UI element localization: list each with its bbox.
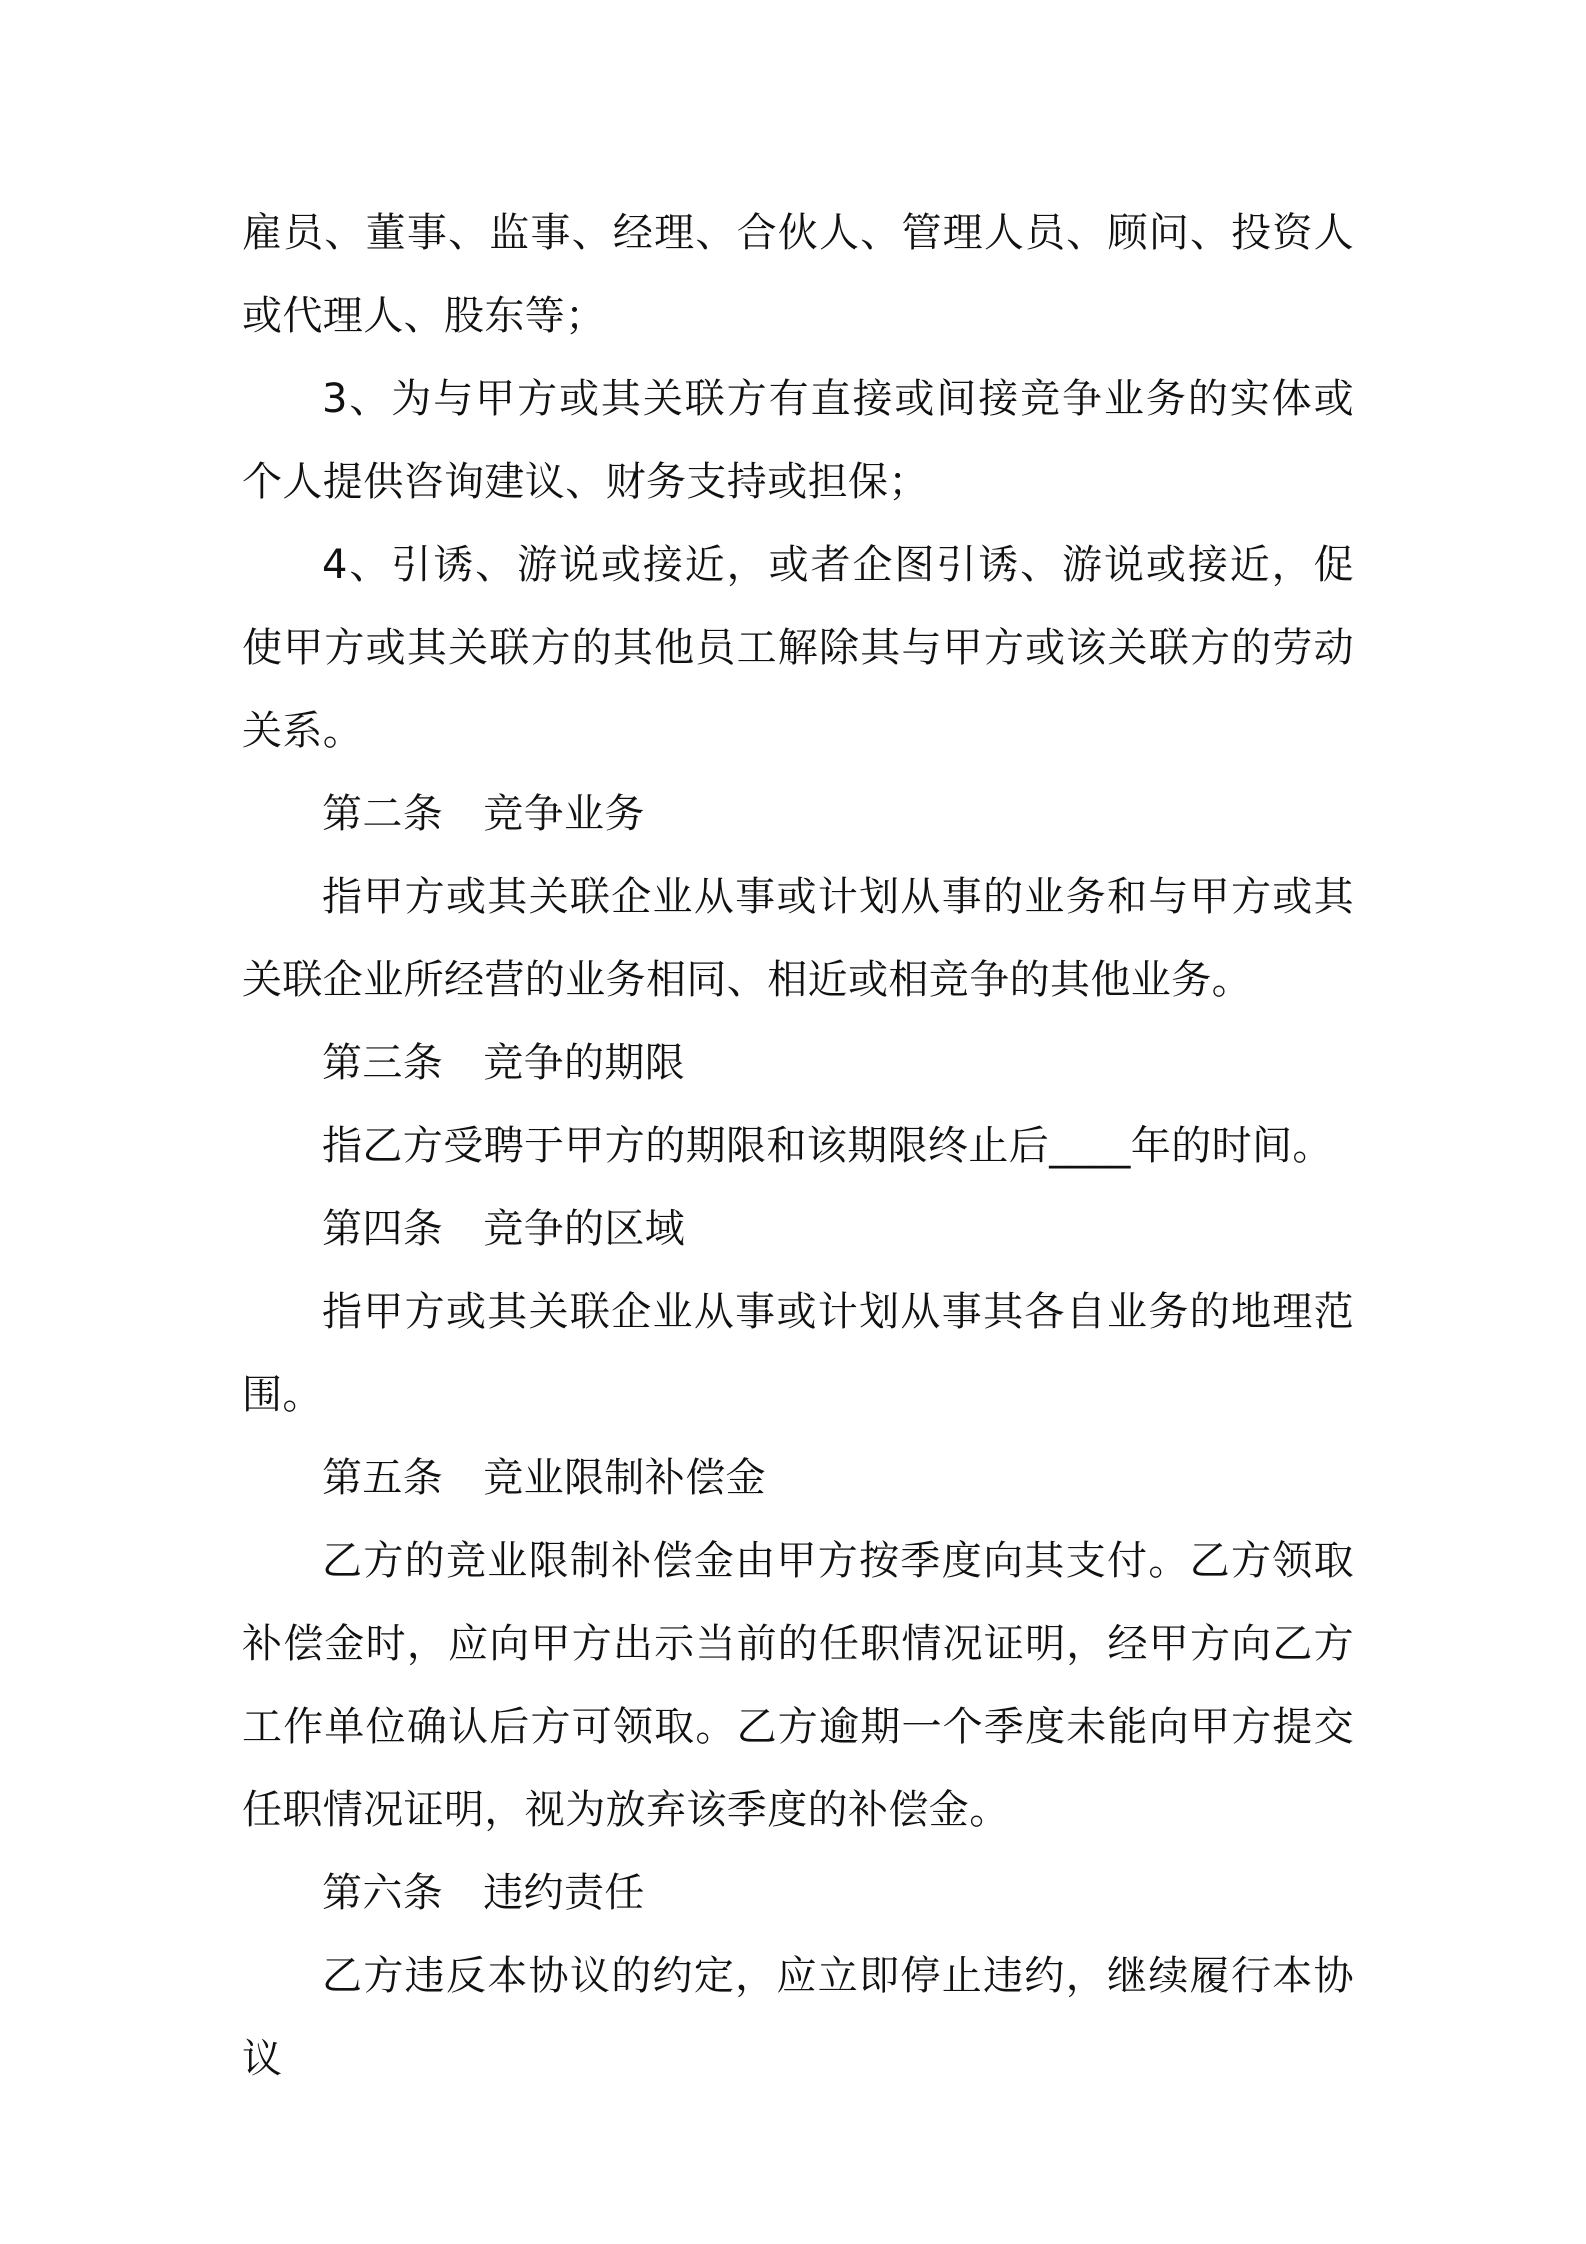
article-number: 第五条 — [322, 1455, 444, 1501]
article-number: 第三条 — [322, 1040, 444, 1086]
document-body — [242, 192, 1354, 2101]
article-number: 第二条 — [322, 791, 444, 837]
paragraph-article-6-body: 乙方违反本协议的约定，应立即停止违约，继续履行本协议 — [242, 1953, 1354, 2082]
paragraph-article-5-body: 乙方的竞业限制补偿金由甲方按季度向其支付。乙方领取补偿金时，应向甲方出示当前的任职情况证明，经甲方向乙方工作单位确认后方可领取。乙方逾期一个季度未能向甲方提交任职情况证明，视为放弃该季度的补偿金。 — [242, 1538, 1354, 1833]
article-number: 第四条 — [322, 1206, 444, 1252]
paragraph-item-4: 4、引诱、游说或接近，或者企图引诱、游说或接近，促使甲方或其关联方的其他员工解除其与甲方或该关联方的劳动关系。 — [242, 542, 1354, 754]
article-heading-3 — [242, 1022, 1354, 1105]
paragraph-article-4-body: 指甲方或其关联企业从事或计划从事其各自业务的地理范围。 — [242, 1289, 1354, 1418]
article-heading-2 — [242, 773, 1354, 856]
article-number: 第六条 — [322, 1870, 444, 1916]
article-heading-4 — [242, 1188, 1354, 1271]
article-title: 竞争的期限 — [483, 1040, 686, 1086]
article-title: 竞业限制补偿金 — [483, 1455, 767, 1501]
article-title: 竞争的区域 — [483, 1206, 686, 1252]
article-heading-6 — [242, 1852, 1354, 1935]
paragraph-article-2-body: 指甲方或其关联企业从事或计划从事的业务和与甲方或其关联企业所经营的业务相同、相近或相竞争的其他业务。 — [242, 874, 1354, 1003]
article-heading-5 — [242, 1437, 1354, 1520]
article-title: 竞争业务 — [483, 791, 645, 837]
paragraph-item-3: 3、为与甲方或其关联方有直接或间接竞争业务的实体或个人提供咨询建议、财务支持或担保； — [242, 376, 1354, 505]
article-title: 违约责任 — [483, 1870, 645, 1916]
paragraph-continuation: 雇员、董事、监事、经理、合伙人、管理人员、顾问、投资人或代理人、股东等； — [242, 210, 1354, 339]
paragraph-article-3-body: 指乙方受聘于甲方的期限和该期限终止后____年的时间。 — [322, 1123, 1333, 1169]
